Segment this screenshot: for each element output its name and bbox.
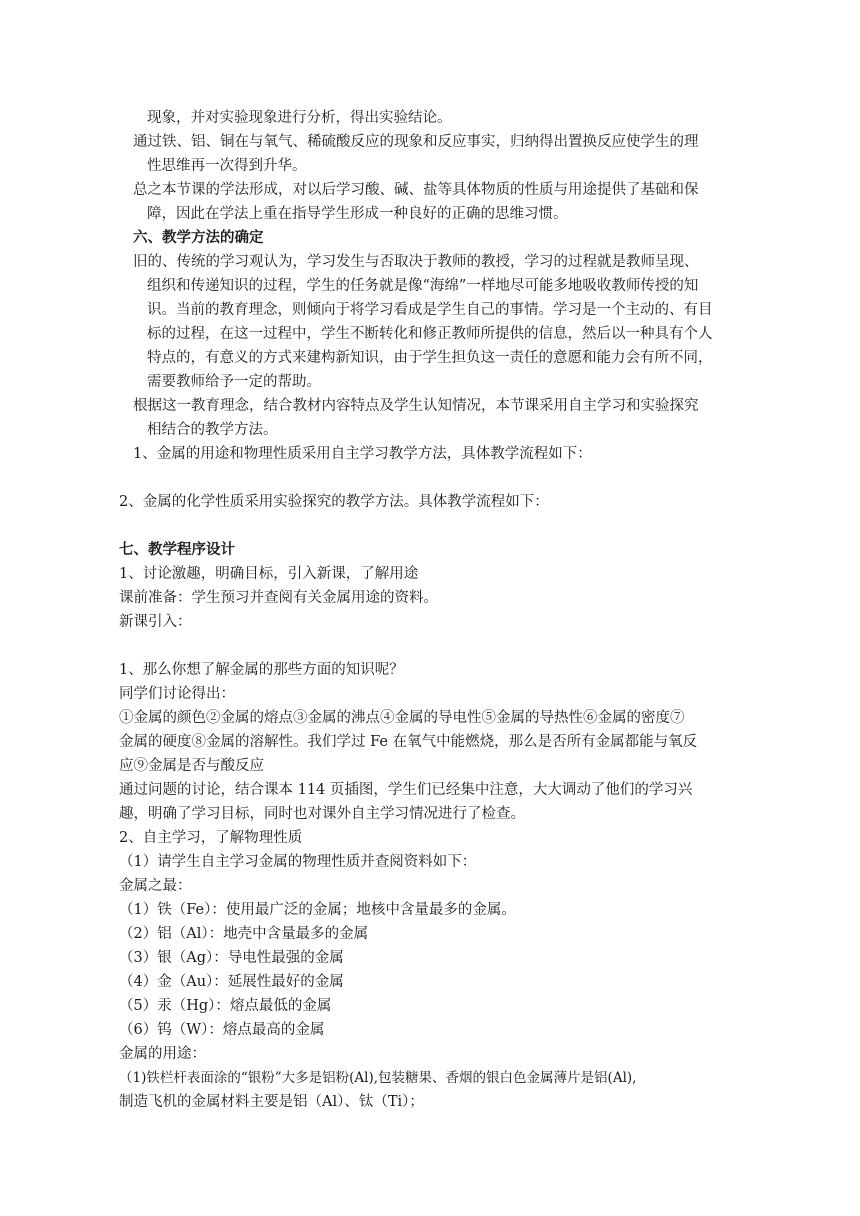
paragraph-line: （5）汞（Hg）：熔点最低的金属 xyxy=(119,998,332,1014)
section-heading: 六、教学方法的确定 xyxy=(133,229,264,246)
paragraph-line: 旧的、传统的学习观认为，学习发生与否取决于教师的教授，学习的过程就是教师呈现、 xyxy=(133,254,699,270)
paragraph-line: 1、金属的用途和物理性质采用自主学习教学方法，具体教学流程如下： xyxy=(133,446,592,462)
paragraph-line: 金属之最： xyxy=(119,878,192,894)
paragraph-line: 趣，明确了学习目标，同时也对课外自主学习情况进行了检查。 xyxy=(119,806,525,822)
paragraph-line: （4）金（Au）：延展性最好的金属 xyxy=(119,974,344,990)
paragraph-line: 金属的用途： xyxy=(119,1046,206,1062)
paragraph-line: 障，因此在学法上重在指导学生形成一种良好的正确的思维习惯。 xyxy=(147,206,568,222)
paragraph-line: 1、那么你想了解金属的那些方面的知识呢？ xyxy=(119,662,404,678)
paragraph-line: （2）铝（Al）：地壳中含量最多的金属 xyxy=(119,926,369,942)
paragraph-line: 新课引入： xyxy=(119,614,192,630)
paragraph-line: （1)铁栏杆表面涂的“银粉”大多是铝粉(Al),包装糖果、香烟的银白色金属薄片是铝(Al), xyxy=(119,1070,637,1086)
paragraph-line: 特点的，有意义的方式来建构新知识，由于学生担负这一责任的意愿和能力会有所不同， xyxy=(147,350,713,366)
paragraph-line: 相结合的教学方法。 xyxy=(147,422,278,438)
paragraph-line: 制造飞机的金属材料主要是铝（Al）、钛（Ti）； xyxy=(119,1094,424,1110)
paragraph-line: ①金属的颜色②金属的熔点③金属的沸点④金属的导电性⑤金属的导热性⑥金属的密度⑦ xyxy=(119,710,685,726)
paragraph-line: 金属的硬度⑧金属的溶解性。我们学过 Fe 在氧气中能燃烧，那么是否所有金属都能与氧反 xyxy=(119,734,698,750)
paragraph-line: 通过问题的讨论，结合课本 114 页插图，学生们已经集中注意，大大调动了他们的学习兴 xyxy=(119,782,693,798)
paragraph-line: 课前准备：学生预习并查阅有关金属用途的资料。 xyxy=(119,590,438,606)
paragraph-line: 识。当前的教育理念，则倾向于将学习看成是学生自己的事情。学习是一个主动的、有目 xyxy=(147,302,713,318)
paragraph-line: 2、自主学习，了解物理性质 xyxy=(119,830,303,846)
paragraph-line: 性思维再一次得到升华。 xyxy=(147,158,307,174)
paragraph-line: 需要教师给予一定的帮助。 xyxy=(147,374,321,390)
paragraph-line: 根据这一教育理念，结合教材内容特点及学生认知情况，本节课采用自主学习和实验探究 xyxy=(133,398,699,414)
paragraph-line: （6）钨（W）：熔点最高的金属 xyxy=(119,1022,325,1038)
paragraph-line: 现象，并对实验现象进行分析，得出实验结论。 xyxy=(147,110,452,126)
paragraph-line: 1、讨论激趣，明确目标，引入新课，了解用途 xyxy=(119,566,419,582)
paragraph-line: 应⑨金属是否与酸反应 xyxy=(119,758,264,774)
paragraph-line: 标的过程，在这一过程中，学生不断转化和修正教师所提供的信息，然后以一种具有个人 xyxy=(147,326,713,342)
paragraph-line: 总之本节课的学法形成，对以后学习酸、碱、盐等具体物质的性质与用途提供了基础和保 xyxy=(133,182,699,198)
paragraph-line: 同学们讨论得出： xyxy=(119,686,235,702)
paragraph-line: 组织和传递知识的过程，学生的任务就是像“海绵”一样地尽可能多地吸收教师传授的知 xyxy=(147,278,699,294)
section-heading: 七、教学程序设计 xyxy=(119,541,235,558)
paragraph-line: （1）铁（Fe）：使用最广泛的金属；地核中含量最多的金属。 xyxy=(119,902,516,918)
paragraph-line: （3）银（Ag）：导电性最强的金属 xyxy=(119,950,344,966)
paragraph-line: 2、金属的化学性质采用实验探究的教学方法。具体教学流程如下： xyxy=(119,494,549,510)
paragraph-line: （1）请学生自主学习金属的物理性质并查阅资料如下： xyxy=(119,854,477,870)
paragraph-line: 通过铁、铝、铜在与氧气、稀硫酸反应的现象和反应事实，归纳得出置换反应使学生的理 xyxy=(133,134,699,150)
